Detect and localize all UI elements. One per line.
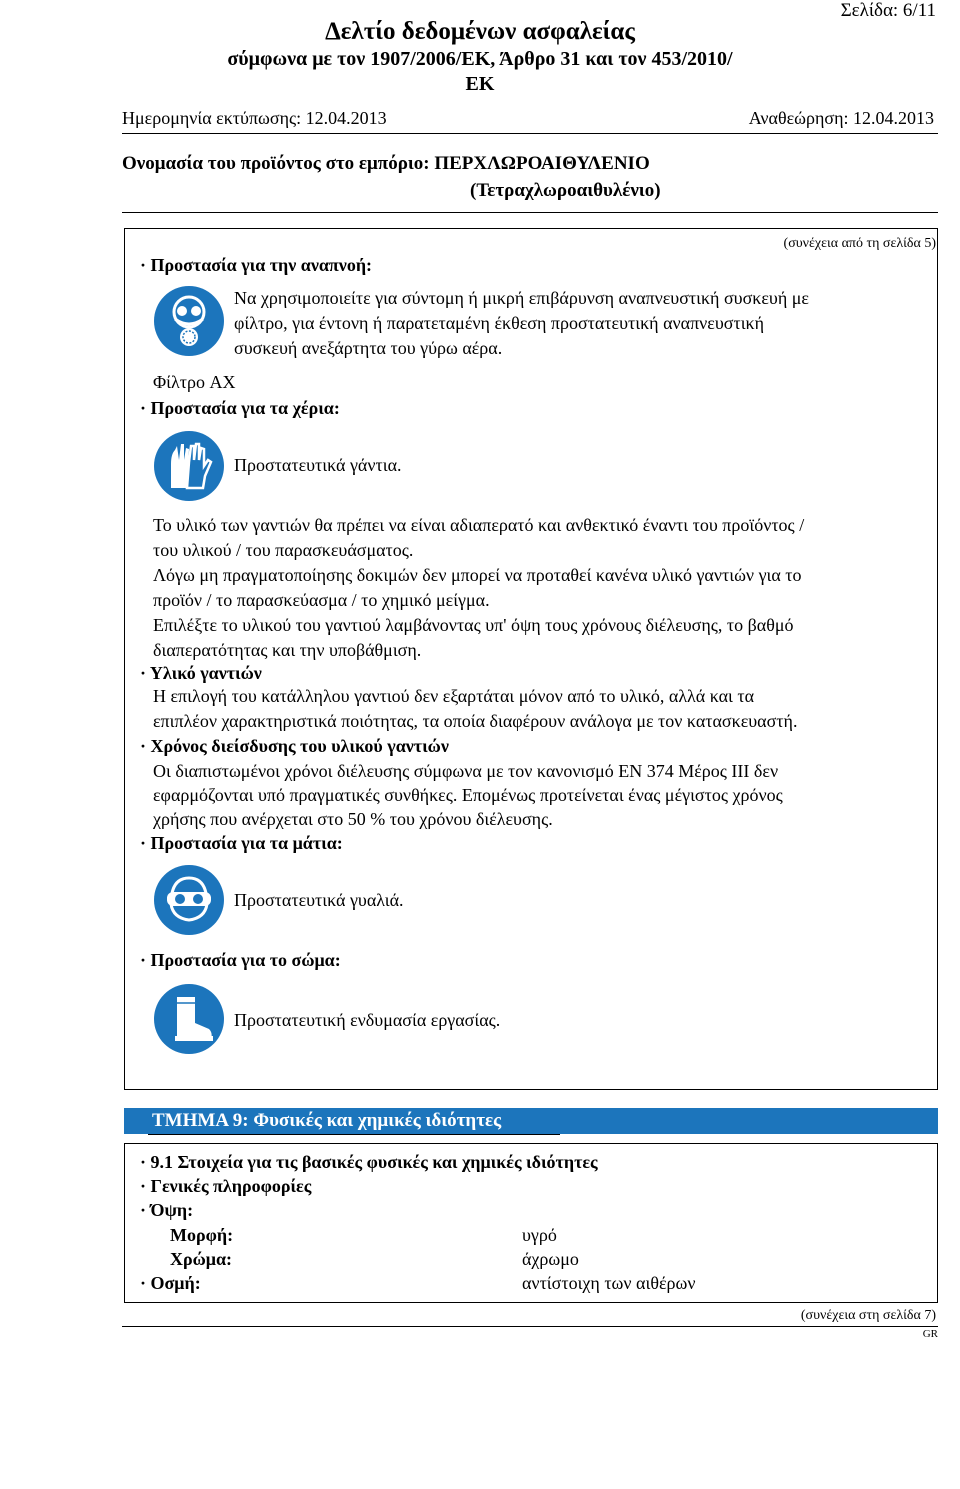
hands-heading: · Προστασία για τα χέρια: xyxy=(140,398,340,418)
print-date: Ημερομηνία εκτύπωσης: 12.04.2013 xyxy=(122,108,387,128)
respiratory-heading: · Προστασία για την αναπνοή: xyxy=(140,255,373,275)
glove-material-line-2: επιπλέον χαρακτηριστικά ποιότητας, τα οποία διαφέρουν ανάλογα με τον κατασκευαστή. xyxy=(153,711,798,731)
body-text: Προστατευτική ενδυμασία εργασίας. xyxy=(234,1010,501,1030)
respiratory-text-3: συσκευή ανεξάρτητα του γύρω αέρα. xyxy=(234,338,503,358)
footer-divider xyxy=(122,1326,938,1327)
penetration-line-2: εφαρμόζονται υπό πραγματικές συνθήκες. Επομένως προτείνεται ένας μέγιστος χρόνος xyxy=(153,785,783,805)
respirator-icon xyxy=(153,285,225,357)
country-code: GR xyxy=(922,1328,938,1340)
odor-value: αντίστοιχη των αιθέρων xyxy=(522,1273,696,1293)
product-name: Ονομασία του προϊόντος στο εμπόριο: ΠΕΡΧΛΩΡΟΑΙΘΥΛΕΝΙΟ xyxy=(122,153,650,174)
glove-paragraph-2-line-1: Λόγω μη πραγματοποίησης δοκιμών δεν μπορεί να προταθεί κανένα υλικό γαντιών για το xyxy=(153,565,802,585)
penetration-heading: · Χρόνος διείσδυσης του υλικού γαντιών xyxy=(140,736,449,756)
goggles-icon xyxy=(153,864,225,936)
eyes-text: Προστατευτικά γυαλιά. xyxy=(234,890,404,910)
odor-label: · Οσμή: xyxy=(140,1273,201,1293)
safety-boots-icon xyxy=(153,983,225,1055)
regulation-line-1: σύμφωνα με τον 1907/2006/ΕΚ, Άρθρο 31 και τον 453/2010/ xyxy=(227,48,733,70)
penetration-line-3: χρήσης που ανέρχεται στο 50 % του χρόνου διέλευσης. xyxy=(153,809,553,829)
form-label: Μορφή: xyxy=(170,1225,234,1245)
continued-to: (συνέχεια στη σελίδα 7) xyxy=(800,1308,936,1323)
appearance-heading: · Όψη: xyxy=(140,1200,194,1220)
glove-paragraph-3-line-2: διαπερατότητας και την υποβάθμιση. xyxy=(153,640,422,660)
penetration-line-1: Οι διαπιστωμένοι χρόνοι διέλευσης σύμφωνα με τον κανονισμό EN 374 Μέρος III δεν xyxy=(153,761,779,781)
product-synonym: (Τετραχλωροαιθυλένιο) xyxy=(470,180,661,201)
product-divider xyxy=(122,212,938,213)
glove-material-line-1: Η επιλογή του κατάλληλου γαντιού δεν εξαρτάται μόνον από το υλικό, αλλά και τα xyxy=(153,686,755,706)
continued-from: (συνέχεια από τη σελίδα 5) xyxy=(783,236,936,251)
page-number: Σελίδα: 6/11 xyxy=(840,0,936,21)
glove-paragraph-2-line-2: προϊόν / το παρασκεύασμα / το χημικό μείγμα. xyxy=(153,590,490,610)
filter-type: Φίλτρο AX xyxy=(153,372,236,392)
gloves-icon xyxy=(153,430,225,502)
glove-paragraph-3-line-1: Επιλέξτε το υλικού του γαντιού λαμβάνοντας υπ' όψη τους χρόνους διέλευσης, το βαθμό xyxy=(153,615,794,635)
eyes-heading: · Προστασία για τα μάτια: xyxy=(140,833,343,853)
section-9-title: ΤΜΗΜΑ 9: Φυσικές και χημικές ιδιότητες xyxy=(152,1110,502,1131)
section-9-1-heading: · 9.1 Στοιχεία για τις βασικές φυσικές και χημικές ιδιότητες xyxy=(140,1152,598,1172)
glove-paragraph-1-line-2: του υλικού / του παρασκευάσματος. xyxy=(153,540,414,560)
respiratory-text-1: Να χρησιμοποιείτε για σύντομη ή μικρή επιβάρυνση αναπνευστική συσκευή με xyxy=(234,288,809,308)
color-value: άχρωμο xyxy=(522,1249,579,1269)
document-title: Δελτίο δεδομένων ασφαλείας xyxy=(325,18,635,45)
glove-paragraph-1-line-1: Το υλικό των γαντιών θα πρέπει να είναι αδιαπερατό και ανθεκτικό έναντι του προϊόντος / xyxy=(153,515,805,535)
revision-date: Αναθεώρηση: 12.04.2013 xyxy=(748,108,934,128)
regulation-line-2: ΕΚ xyxy=(465,73,495,95)
section-9-underline xyxy=(148,1134,560,1135)
form-value: υγρό xyxy=(522,1225,557,1245)
glove-material-heading: · Υλικό γαντιών xyxy=(140,663,262,683)
gloves-text: Προστατευτικά γάντια. xyxy=(234,455,402,475)
general-info-heading: · Γενικές πληροφορίες xyxy=(140,1176,312,1196)
body-heading: · Προστασία για το σώμα: xyxy=(140,950,341,970)
color-label: Χρώμα: xyxy=(170,1249,233,1269)
header-divider xyxy=(122,133,938,134)
respiratory-text-2: φίλτρο, για έντονη ή παρατεταμένη έκθεση προστατευτική αναπνευστική xyxy=(234,313,765,333)
